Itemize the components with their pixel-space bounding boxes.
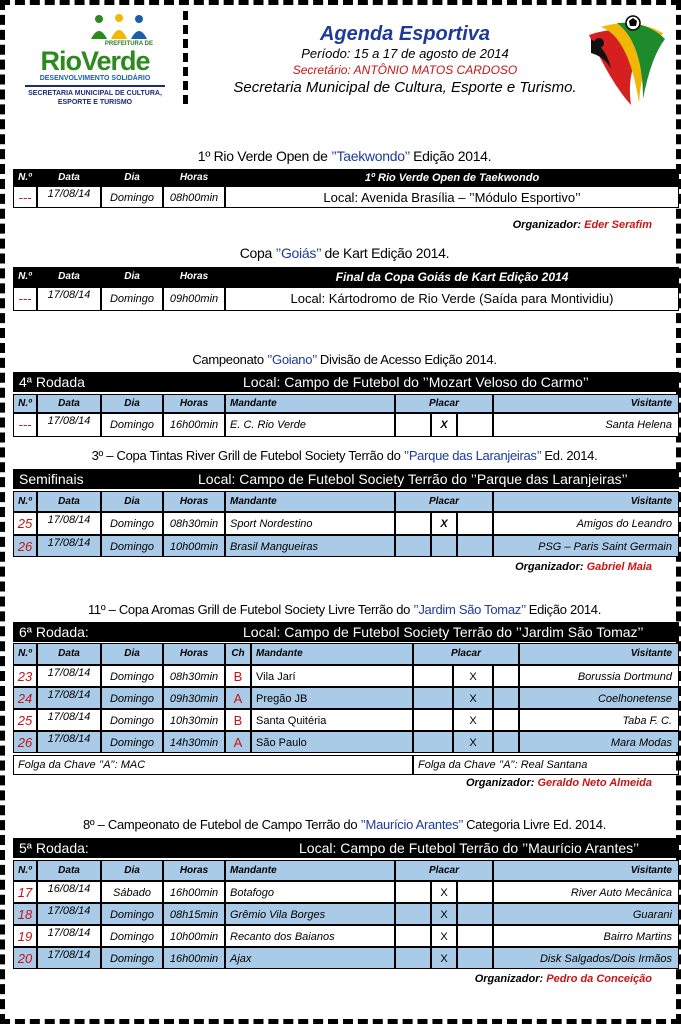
logo-city: RioVerde (40, 46, 150, 76)
row-time: 08h30min (163, 665, 225, 687)
row-time: 10h00min (163, 535, 225, 557)
sports-emblem-icon (581, 13, 669, 107)
row-score-x: X (431, 903, 457, 925)
row-score-home (413, 709, 453, 731)
row-score-home (395, 903, 431, 925)
taekwondo-organizer (513, 219, 652, 231)
row-home: Santa Quitéria (251, 709, 413, 731)
aromas-organizer (466, 777, 652, 789)
page-title: Agenda Esportiva (319, 23, 491, 45)
row-score-away (493, 731, 519, 753)
folga-a: Folga da Chave ’’A’’: MAC (13, 755, 413, 775)
row-score-x: X (431, 512, 457, 535)
row-away: Borussia Dortmund (519, 665, 679, 687)
col-num: N.º (13, 860, 37, 881)
row-day: Domingo (101, 925, 163, 947)
col-date: Data (37, 643, 101, 665)
round-label: 5ª Rodada: (19, 840, 89, 856)
row-day: Domingo (101, 665, 163, 687)
row-chave: B (225, 665, 251, 687)
period: Período: 15 a 17 de agosto de 2014 (301, 46, 509, 61)
logo-prefeitura: PREFEITURA DE (104, 41, 153, 47)
col-home: Mandante (225, 860, 395, 881)
col-time: Horas (163, 643, 225, 665)
tintas-organizer (515, 561, 652, 573)
event-header: Final da Copa Goiás de Kart Edição 2014 (225, 267, 679, 287)
row-away: Guarani (493, 903, 679, 925)
row-day: Domingo (101, 512, 163, 535)
row-away: PSG – Paris Saint Germain (493, 535, 679, 557)
row-away: Taba F. C. (519, 709, 679, 731)
row-time: 08h00min (163, 186, 225, 208)
row-day: Domingo (101, 709, 163, 731)
row-date: 17/08/14 (37, 925, 101, 947)
org-label: Organizador: (474, 973, 547, 985)
col-home: Mandante (225, 491, 395, 512)
row-away: Bairro Martins (493, 925, 679, 947)
row-score-home (395, 535, 431, 557)
title-text: 3º – Copa Tintas River Grill de Futebol Society Terrão do (91, 448, 404, 463)
row-score-x: X (453, 709, 493, 731)
event-header: 1º Rio Verde Open de Taekwondo (225, 169, 679, 186)
col-day: Dia (101, 169, 163, 186)
col-time: Horas (163, 169, 225, 186)
row-score-home (395, 925, 431, 947)
col-num: N.º (13, 169, 37, 186)
row-home: Pregão JB (251, 687, 413, 709)
row-date: 17/08/14 (37, 687, 101, 709)
taekwondo-title (13, 148, 676, 164)
kart-title (13, 245, 676, 261)
round-local: Local: Campo de Futebol do ’’Mozart Veloso do Carmo’’ (243, 374, 589, 390)
row-away: River Auto Mecânica (493, 881, 679, 903)
row-day: Sábado (101, 881, 163, 903)
round-label: 4ª Rodada (19, 374, 85, 390)
row-num: 25 (13, 709, 37, 731)
row-day: Domingo (101, 186, 163, 208)
col-home: Mandante (251, 643, 413, 665)
row-home: Vila Jarí (251, 665, 413, 687)
row-away: Amigos do Leandro (493, 512, 679, 535)
col-score: Placar (395, 491, 493, 512)
department: Secretaria Municipal de Cultura, Esporte e Turismo. (233, 79, 577, 96)
row-date: 16/08/14 (37, 881, 101, 903)
row-day: Domingo (101, 535, 163, 557)
header-divider (183, 11, 188, 107)
row-time: 08h30min (163, 512, 225, 535)
row-day: Domingo (101, 731, 163, 753)
campo-organizer (475, 973, 652, 985)
folga-b: Folga da Chave ’’A’’: Real Santana (413, 755, 679, 775)
row-time: 09h00min (163, 287, 225, 311)
title-highlight: ’’Jardim São Tomaz’’ (413, 602, 526, 617)
row-time: 14h30min (163, 731, 225, 753)
col-time: Horas (163, 860, 225, 881)
col-date: Data (37, 267, 101, 287)
row-score-away (457, 881, 493, 903)
col-date: Data (37, 394, 101, 413)
col-day: Dia (101, 491, 163, 512)
col-time: Horas (163, 267, 225, 287)
row-date: 17/08/14 (37, 535, 101, 557)
col-time: Horas (163, 491, 225, 512)
row-score-away (493, 665, 519, 687)
row-score-home (395, 881, 431, 903)
org-label: Organizador: (465, 777, 538, 789)
org-name: Geraldo Neto Almeida (537, 777, 652, 789)
row-score-away (493, 687, 519, 709)
logo-tagline: DESENVOLVIMENTO SOLIDÁRIO (39, 75, 151, 82)
row-num: --- (13, 287, 37, 311)
logo-department: SECRETARIA MUNICIPAL DE CULTURA, ESPORTE E TURISMO (25, 85, 165, 107)
title-highlight: ’’Parque das Laranjeiras’’ (403, 448, 542, 463)
row-day: Domingo (101, 413, 163, 437)
tintas-round-bar (13, 469, 679, 489)
row-num: --- (13, 413, 37, 437)
row-num: 26 (13, 535, 37, 557)
row-date: 17/08/14 (37, 665, 101, 687)
round-local: Local: Campo de Futebol Society Terrão do ’’Parque das Laranjeiras’’ (198, 471, 628, 487)
row-time: 10h00min (163, 925, 225, 947)
row-score-away (457, 535, 493, 557)
row-time: 09h30min (163, 687, 225, 709)
row-num: 17 (13, 881, 37, 903)
row-score-x: X (453, 687, 493, 709)
row-score-home (413, 665, 453, 687)
row-home: Botafogo (225, 881, 395, 903)
row-day: Domingo (101, 903, 163, 925)
title-text: 1º Rio Verde Open de (197, 148, 332, 164)
title-text: Campeonato (192, 352, 268, 367)
title-highlight: ’’Taekwondo’’ (331, 148, 410, 164)
title-text: Edição 2014. (525, 602, 602, 617)
row-num: 25 (13, 512, 37, 535)
col-score: Placar (395, 860, 493, 881)
org-name: Gabriel Maia (586, 561, 652, 573)
round-label: 6ª Rodada: (19, 624, 89, 640)
campo-title (13, 817, 676, 832)
col-day: Dia (101, 394, 163, 413)
row-time: 16h00min (163, 947, 225, 969)
row-home: Brasil Mangueiras (225, 535, 395, 557)
rio-verde-logo (19, 13, 171, 109)
row-time: 16h00min (163, 881, 225, 903)
round-local: Local: Campo de Futebol Society Terrão do ’’Jardim São Tomaz’’ (243, 624, 644, 640)
row-chave: B (225, 709, 251, 731)
col-date: Data (37, 169, 101, 186)
row-away: Mara Modas (519, 731, 679, 753)
row-score-x: X (431, 881, 457, 903)
col-day: Dia (101, 643, 163, 665)
row-time: 16h00min (163, 413, 225, 437)
row-num: 18 (13, 903, 37, 925)
col-num: N.º (13, 394, 37, 413)
row-score-x: X (453, 665, 493, 687)
row-num: 20 (13, 947, 37, 969)
row-home: Sport Nordestino (225, 512, 395, 535)
title-text: Copa (239, 245, 276, 261)
title-text: de Kart Edição 2014. (320, 245, 450, 261)
title-text: 11º – Copa Aromas Grill de Futebol Society Livre Terrão do (87, 602, 414, 617)
campo-round-bar (13, 838, 679, 858)
row-score-x: X (431, 947, 457, 969)
row-score-x (431, 535, 457, 557)
row-date: 17/08/14 (37, 947, 101, 969)
row-away: Santa Helena (493, 413, 679, 437)
goiano-title (13, 352, 676, 367)
col-time: Horas (163, 394, 225, 413)
row-score-home (413, 731, 453, 753)
row-date: 17/08/14 (37, 287, 101, 311)
title-highlight: ’’Goiano’’ (267, 352, 317, 367)
row-date: 17/08/14 (37, 731, 101, 753)
row-score-home (395, 413, 431, 437)
org-label: Organizador: (515, 561, 587, 573)
row-score-x: X (431, 413, 457, 437)
row-date: 17/08/14 (37, 186, 101, 208)
col-num: N.º (13, 491, 37, 512)
row-score-home (395, 947, 431, 969)
row-score-away (457, 947, 493, 969)
row-score-home (395, 512, 431, 535)
row-local: Local: Avenida Brasília – ’’Módulo Esportivo’’ (225, 186, 679, 208)
col-day: Dia (101, 267, 163, 287)
org-label: Organizador: (512, 219, 585, 231)
row-home: Ajax (225, 947, 395, 969)
title-highlight: ’’Goiás’’ (275, 245, 321, 261)
title-text: 8º – Campeonato de Futebol de Campo Terrão do (82, 817, 361, 832)
round-local: Local: Campo de Futebol Terrão do ’’Maurício Arantes’’ (299, 840, 640, 856)
col-score: Placar (413, 643, 519, 665)
round-label: Semifinais (19, 471, 84, 487)
row-num: 19 (13, 925, 37, 947)
row-date: 17/08/14 (37, 413, 101, 437)
aromas-title (13, 602, 676, 617)
title-highlight: ’’Maurício Arantes’’ (360, 817, 463, 832)
row-time: 08h15min (163, 903, 225, 925)
row-date: 17/08/14 (37, 709, 101, 731)
row-score-home (413, 687, 453, 709)
row-score-x: X (431, 925, 457, 947)
row-day: Domingo (101, 287, 163, 311)
row-home: E. C. Rio Verde (225, 413, 395, 437)
col-away: Visitante (519, 643, 679, 665)
row-home: Grêmio Vila Borges (225, 903, 395, 925)
row-day: Domingo (101, 947, 163, 969)
col-date: Data (37, 491, 101, 512)
row-chave: A (225, 687, 251, 709)
row-away: Disk Salgados/Dois Irmãos (493, 947, 679, 969)
row-score-away (493, 709, 519, 731)
row-num: 26 (13, 731, 37, 753)
row-time: 10h30min (163, 709, 225, 731)
aromas-round-bar (13, 622, 679, 642)
row-date: 17/08/14 (37, 512, 101, 535)
page-header (5, 5, 676, 117)
row-num: 23 (13, 665, 37, 687)
header-text (195, 23, 615, 98)
col-home: Mandante (225, 394, 395, 413)
secretary: Secretário: ANTÔNIO MATOS CARDOSO (292, 63, 518, 77)
row-chave: A (225, 731, 251, 753)
col-away: Visitante (493, 491, 679, 512)
row-away: Coelhonetense (519, 687, 679, 709)
row-home: São Paulo (251, 731, 413, 753)
row-date: 17/08/14 (37, 903, 101, 925)
col-away: Visitante (493, 860, 679, 881)
col-day: Dia (101, 860, 163, 881)
title-text: Ed. 2014. (541, 448, 598, 463)
org-name: Pedro da Conceição (546, 973, 652, 985)
org-name: Eder Serafim (584, 219, 652, 231)
row-local: Local: Kártodromo de Rio Verde (Saída para Montividiu) (225, 287, 679, 311)
tintas-title (13, 448, 676, 463)
col-ch: Ch (225, 643, 251, 665)
row-score-away (457, 903, 493, 925)
col-num: N.º (13, 643, 37, 665)
row-score-away (457, 925, 493, 947)
row-score-away (457, 413, 493, 437)
row-home: Recanto dos Baianos (225, 925, 395, 947)
row-score-x: X (453, 731, 493, 753)
col-score: Placar (395, 394, 493, 413)
row-day: Domingo (101, 687, 163, 709)
goiano-round-bar (13, 372, 679, 392)
title-text: Divisão de Acesso Edição 2014. (316, 352, 497, 367)
people-icon (19, 13, 171, 41)
title-text: Edição 2014. (409, 148, 492, 164)
col-date: Data (37, 860, 101, 881)
title-text: Categoria Livre Ed. 2014. (462, 817, 607, 832)
row-score-away (457, 512, 493, 535)
col-away: Visitante (493, 394, 679, 413)
row-num: 24 (13, 687, 37, 709)
col-num: N.º (13, 267, 37, 287)
row-num: --- (13, 186, 37, 208)
